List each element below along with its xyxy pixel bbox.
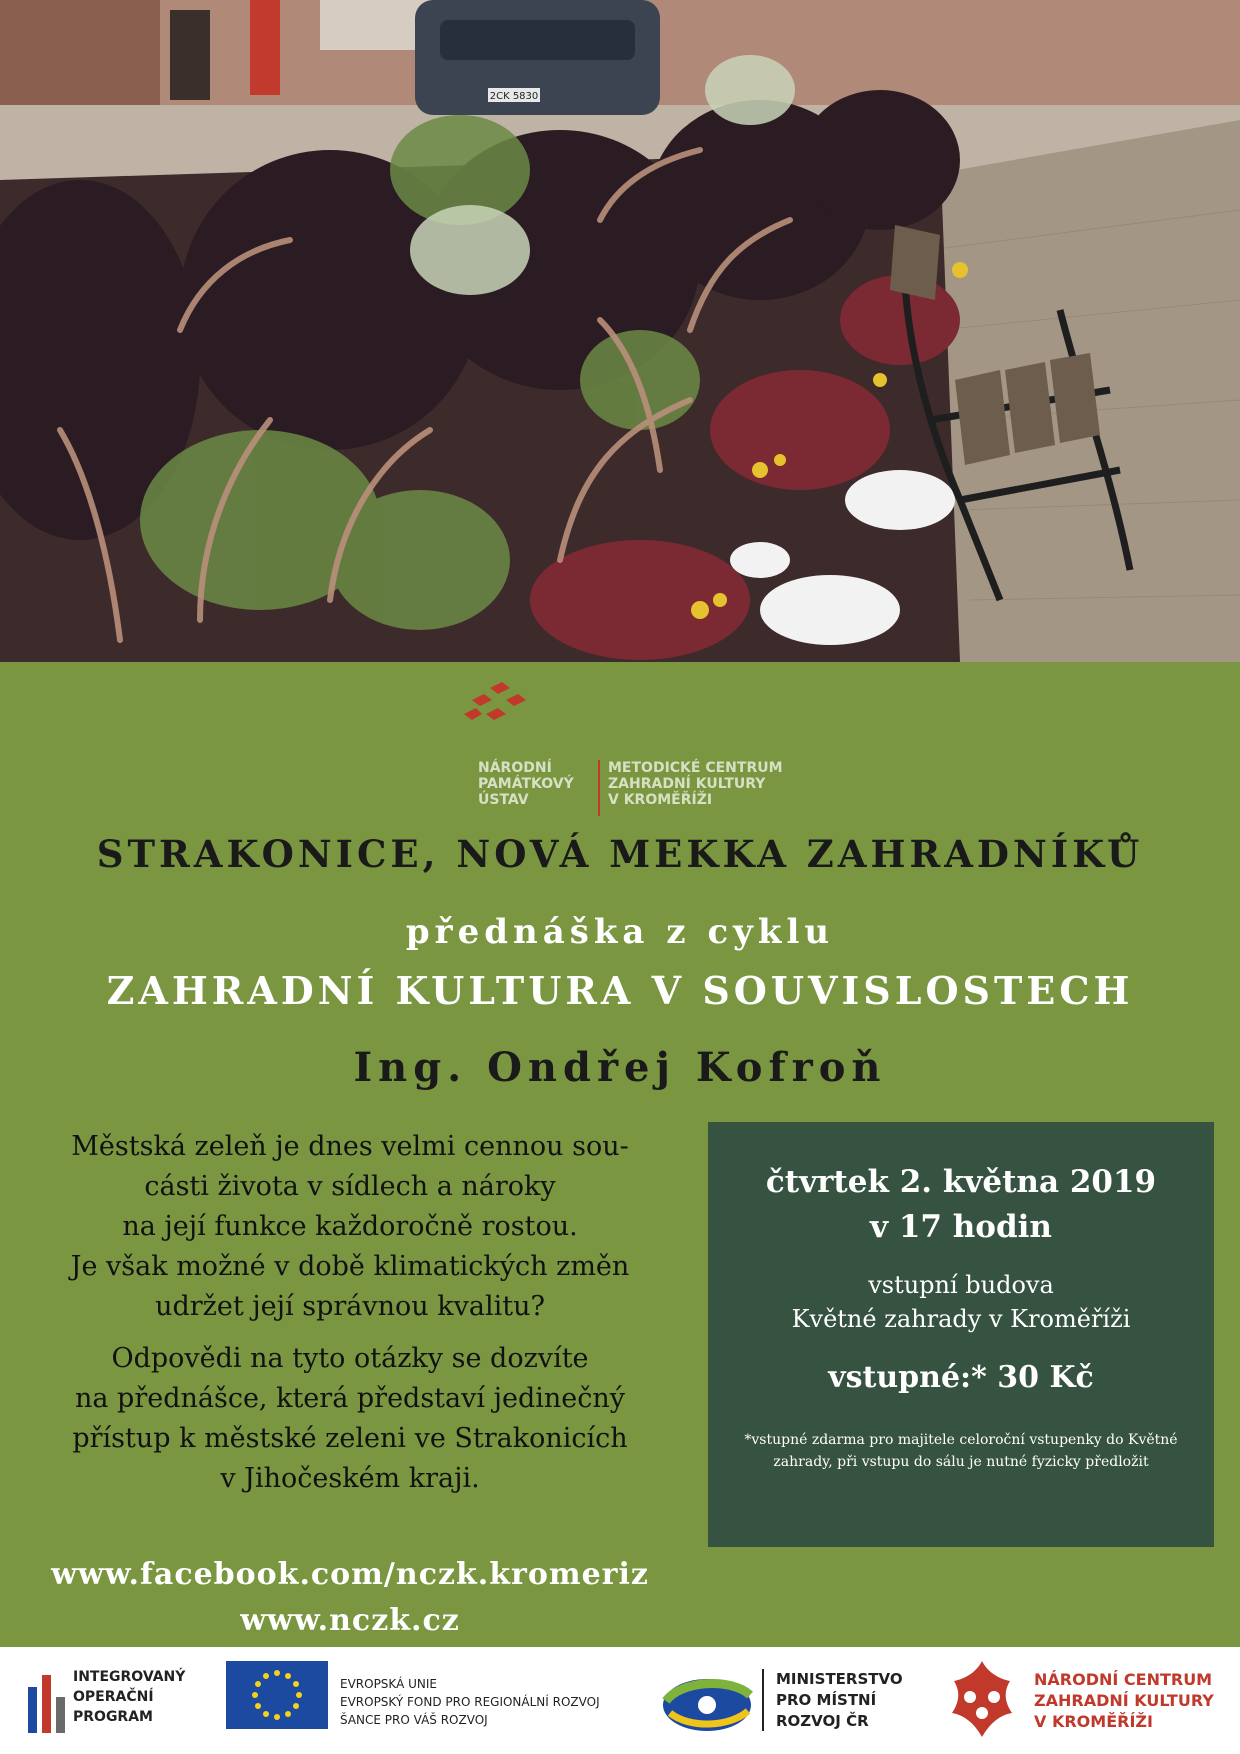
description-paragraph-2: Odpovědi na tyto otázky se dozvíte na přednášce, která představí jedinečný přístup k městské zeleni ve Strakonicích v Jihočeském kraji.: [72, 1343, 628, 1494]
mmr-logo-icon: [660, 1667, 755, 1737]
event-title: STRAKONICE, NOVÁ MEKKA ZAHRADNÍKŮ: [96, 832, 1144, 876]
license-plate-text: 2CK 5830: [489, 91, 539, 102]
header-photo: [0, 0, 1240, 662]
sponsor-footer: [0, 1647, 1240, 1754]
event-venue: vstupní budova Květné zahrady v Kroměříži: [791, 1271, 1131, 1333]
fee-note: *vstupné zdarma pro majitele celoroční vstupenky do Květné zahrady, při vstupu do sálu je nutné fyzicky předložit: [744, 1432, 1178, 1470]
iop-logo-icon: [28, 1667, 68, 1733]
event-fee: vstupné:* 30 Kč: [828, 1360, 1094, 1395]
nczk-logo-icon: [942, 1657, 1022, 1742]
npu-logo: [458, 680, 798, 808]
event-date: čtvrtek 2. května 2019 v 17 hodin: [765, 1164, 1157, 1245]
npu-emblem-icon: [458, 680, 538, 740]
flowerbed-illustration: [0, 0, 1240, 662]
lecture-description: [30, 1127, 670, 1511]
series-title: ZAHRADNÍ KULTURA V SOUVISLOSTECH: [106, 968, 1134, 1013]
website-link[interactable]: www.nczk.cz: [240, 1603, 460, 1638]
npu-name: NÁRODNÍ PAMÁTKOVÝ ÚSTAV: [478, 760, 574, 808]
mmr-divider: [762, 1669, 764, 1731]
description-paragraph-1: Městská zeleň je dnes velmi cennou sou- cásti života v sídlech a nároky na její funkce každoročně rostou. Je však možné v době klimatických změn udržet její správnou kvalitu?: [70, 1131, 630, 1322]
nczk-text: NÁRODNÍ CENTRUM ZAHRADNÍ KULTURY V KROMĚŘÍŽI: [1034, 1670, 1214, 1731]
speaker-name: Ing. Ondřej Kofroň: [353, 1044, 887, 1091]
eu-text: EVROPSKÁ UNIE EVROPSKÝ FOND PRO REGIONÁLNÍ ROZVOJ ŠANCE PRO VÁŠ ROZVOJ: [340, 1677, 600, 1727]
logo-divider: [598, 760, 600, 816]
eu-flag-icon: [226, 1661, 328, 1729]
facebook-link[interactable]: www.facebook.com/nczk.kromeriz: [51, 1557, 649, 1592]
iop-text: INTEGROVANÝ OPERAČNÍ PROGRAM: [73, 1669, 186, 1725]
event-subtitle: přednáška z cyklu: [405, 912, 835, 952]
content-panel: [0, 662, 1240, 1647]
centre-name: METODICKÉ CENTRUM ZAHRADNÍ KULTURY V KROMĚŘÍŽI: [608, 760, 783, 808]
links: [0, 1552, 700, 1644]
event-info-box: [708, 1122, 1214, 1547]
mmr-text: MINISTERSTVO PRO MÍSTNÍ ROZVOJ ČR: [776, 1670, 903, 1730]
